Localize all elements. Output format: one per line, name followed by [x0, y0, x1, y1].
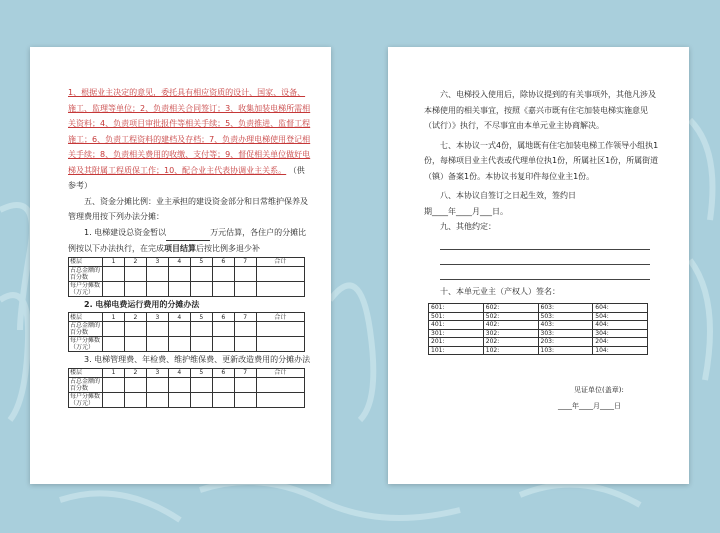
- responsibility-list: [68, 85, 311, 194]
- clause-10: 十、本单元业主（产权人）签名：: [440, 286, 560, 296]
- unit-cell: 603:: [538, 304, 593, 313]
- witness-date: ____年____月____日: [558, 401, 621, 410]
- table-row: [429, 329, 648, 338]
- unit-cell: 204:: [593, 338, 648, 347]
- header-total: 合计: [256, 368, 304, 377]
- row-label-amount: 每户分摊数（万元）: [69, 281, 103, 296]
- section5-heading: 五、资金分摊比例：业主承担的建设资金部分和日常维护保养及管理费用按下列办法分摊：: [68, 196, 308, 221]
- cell: [103, 281, 125, 296]
- clause-8: 八、本协议自签订之日起生效，签约日: [440, 191, 576, 200]
- row-label-percent: 占总金额的百分数: [69, 377, 103, 392]
- cell: [190, 392, 212, 407]
- table-row: [429, 312, 648, 321]
- cell: [234, 322, 256, 337]
- table-row: [69, 322, 305, 337]
- blank-line: [440, 235, 650, 250]
- header-floor: 楼层: [69, 257, 103, 266]
- cell: [212, 281, 234, 296]
- header-2: 2: [124, 257, 146, 266]
- cell: [103, 322, 125, 337]
- cell: [124, 322, 146, 337]
- header-3: 3: [146, 368, 168, 377]
- cell: [212, 266, 234, 281]
- unit-cell: 102:: [483, 346, 538, 355]
- cell: [124, 392, 146, 407]
- cell: [190, 322, 212, 337]
- unit-cell: 203:: [538, 338, 593, 347]
- unit-cell: 304:: [593, 329, 648, 338]
- reference-note: （供参考）: [68, 165, 305, 190]
- cell: [212, 377, 234, 392]
- item1-text-c: 后按比例多退少补: [196, 244, 260, 253]
- header-floor: 楼层: [69, 313, 103, 322]
- cell: [103, 392, 125, 407]
- table-header-row: [69, 368, 305, 377]
- header-7: 7: [234, 313, 256, 322]
- cell: [103, 337, 125, 352]
- header-1: 1: [103, 368, 125, 377]
- cell: [124, 337, 146, 352]
- cell: [146, 392, 168, 407]
- cell: [190, 377, 212, 392]
- header-6: 6: [212, 313, 234, 322]
- cell: [146, 322, 168, 337]
- item3-heading: 3. 电梯管理费、年检费、维护维保费、更新改造费用的分摊办法: [84, 355, 311, 364]
- unit-cell: 602:: [483, 304, 538, 313]
- unit-cell: 503:: [538, 312, 593, 321]
- row-label-percent: 占总金额的百分数: [69, 266, 103, 281]
- cell: [146, 337, 168, 352]
- unit-cell: 501:: [429, 312, 484, 321]
- amount-blank: [166, 225, 210, 242]
- header-2: 2: [124, 313, 146, 322]
- table-row: [69, 377, 305, 392]
- cell: [256, 337, 304, 352]
- unit-cell: 202:: [483, 338, 538, 347]
- cell: [234, 266, 256, 281]
- item1-text-b: 万元估算，各住户的分摊比例按以下办法执行，在完成: [68, 227, 307, 253]
- table-row: [429, 338, 648, 347]
- table-header-row: [69, 257, 305, 266]
- header-5: 5: [190, 368, 212, 377]
- header-3: 3: [146, 257, 168, 266]
- owner-signature-table: [428, 303, 648, 355]
- cell: [234, 281, 256, 296]
- cell: [256, 392, 304, 407]
- header-floor: 楼层: [69, 368, 103, 377]
- table-row: [69, 392, 305, 407]
- cell: [146, 266, 168, 281]
- cell: [124, 266, 146, 281]
- header-6: 6: [212, 368, 234, 377]
- cell: [212, 337, 234, 352]
- unit-cell: 403:: [538, 321, 593, 330]
- clause-8-date: 期____年____月___日。: [424, 206, 508, 216]
- table-row: [429, 304, 648, 313]
- table-electricity-cost: [68, 312, 305, 352]
- item1-bold: 项目结算: [164, 244, 196, 253]
- cell: [168, 392, 190, 407]
- row-label-amount: 每户分摊数（万元）: [69, 337, 103, 352]
- unit-cell: 504:: [593, 312, 648, 321]
- table-header-row: [69, 313, 305, 322]
- cell: [256, 377, 304, 392]
- cell: [146, 377, 168, 392]
- header-1: 1: [103, 313, 125, 322]
- table-row: [69, 266, 305, 281]
- cell: [212, 322, 234, 337]
- row-label-amount: 每户分摊数（万元）: [69, 392, 103, 407]
- clause-7: 七、本协议一式4份，属地既有住宅加装电梯工作领导小组执1份，每梯项目业主代表或代理单位执1份，所属社区1份，所属街道（镇）备案1份。本协议书复印件每位业主1份。: [424, 140, 659, 181]
- row-label-percent: 占总金额的百分数: [69, 322, 103, 337]
- cell: [168, 281, 190, 296]
- header-7: 7: [234, 368, 256, 377]
- item1-text: [68, 225, 311, 257]
- cell: [190, 337, 212, 352]
- unit-cell: 502:: [483, 312, 538, 321]
- cell: [190, 266, 212, 281]
- table-construction-cost: [68, 257, 305, 297]
- witness-label: 见证单位(盖章):: [574, 386, 624, 394]
- unit-cell: 103:: [538, 346, 593, 355]
- blank-line: [440, 265, 650, 280]
- unit-cell: 604:: [593, 304, 648, 313]
- cell: [234, 377, 256, 392]
- table-row: [429, 321, 648, 330]
- blank-line: [440, 250, 650, 265]
- table-row: [429, 346, 648, 355]
- cell: [168, 377, 190, 392]
- watermark-logo: [470, 480, 479, 505]
- cell: [256, 266, 304, 281]
- header-total: 合计: [256, 313, 304, 322]
- clause-6: 六、电梯投入使用后，除协议提到的有关事项外，其他凡涉及本梯使用的相关事宜，按照《嘉兴市既有住宅加装电梯实施意见（试行）》执行，不尽事宜由本单元业主协商解决。: [424, 90, 656, 130]
- cell: [234, 337, 256, 352]
- header-5: 5: [190, 257, 212, 266]
- header-total: 合计: [256, 257, 304, 266]
- unit-cell: 401:: [429, 321, 484, 330]
- unit-cell: 301:: [429, 329, 484, 338]
- cell: [190, 281, 212, 296]
- header-7: 7: [234, 257, 256, 266]
- cell: [146, 281, 168, 296]
- header-4: 4: [168, 313, 190, 322]
- document-page-left: [30, 47, 331, 484]
- header-6: 6: [212, 257, 234, 266]
- header-1: 1: [103, 257, 125, 266]
- header-2: 2: [124, 368, 146, 377]
- item1-text-a: 1. 电梯建设总资金暂以: [84, 227, 167, 237]
- unit-cell: 402:: [483, 321, 538, 330]
- document-page-right: [388, 47, 689, 484]
- cell: [168, 322, 190, 337]
- cell: [124, 377, 146, 392]
- cell: [168, 337, 190, 352]
- cell: [124, 281, 146, 296]
- header-5: 5: [190, 313, 212, 322]
- cell: [256, 322, 304, 337]
- cell: [212, 392, 234, 407]
- table-maintenance-cost: [68, 368, 305, 408]
- unit-cell: 104:: [593, 346, 648, 355]
- unit-cell: 101:: [429, 346, 484, 355]
- cell: [234, 392, 256, 407]
- cell: [256, 281, 304, 296]
- cell: [103, 266, 125, 281]
- clause-9: 九、其他约定：: [440, 222, 496, 231]
- header-4: 4: [168, 257, 190, 266]
- header-4: 4: [168, 368, 190, 377]
- responsibility-list-text: 1、根据业主决定的意见，委托具有相应资质的设计、国家、设备、施工、监理等单位；2、负责相关合同签订；3、收集加装电梯所需相关资料；4、负责项目审批报件等相关手续；5、负责推进、监督工程施工；6、负责工程资料的建档及存档；7、负责办理电梯使用登记相关手续；8、负责相关费用的收缴、支付等；9、督促相关单位做好电梯及其附属工程质保工作；10、配合业主代表协调业主关系。: [68, 88, 311, 175]
- unit-cell: 404:: [593, 321, 648, 330]
- item2-heading: 2. 电梯电费运行费用的分摊办法: [84, 299, 200, 309]
- header-3: 3: [146, 313, 168, 322]
- cell: [103, 377, 125, 392]
- table-row: [69, 281, 305, 296]
- table-row: [69, 337, 305, 352]
- unit-cell: 302:: [483, 329, 538, 338]
- cell: [168, 266, 190, 281]
- unit-cell: 601:: [429, 304, 484, 313]
- unit-cell: 201:: [429, 338, 484, 347]
- unit-cell: 303:: [538, 329, 593, 338]
